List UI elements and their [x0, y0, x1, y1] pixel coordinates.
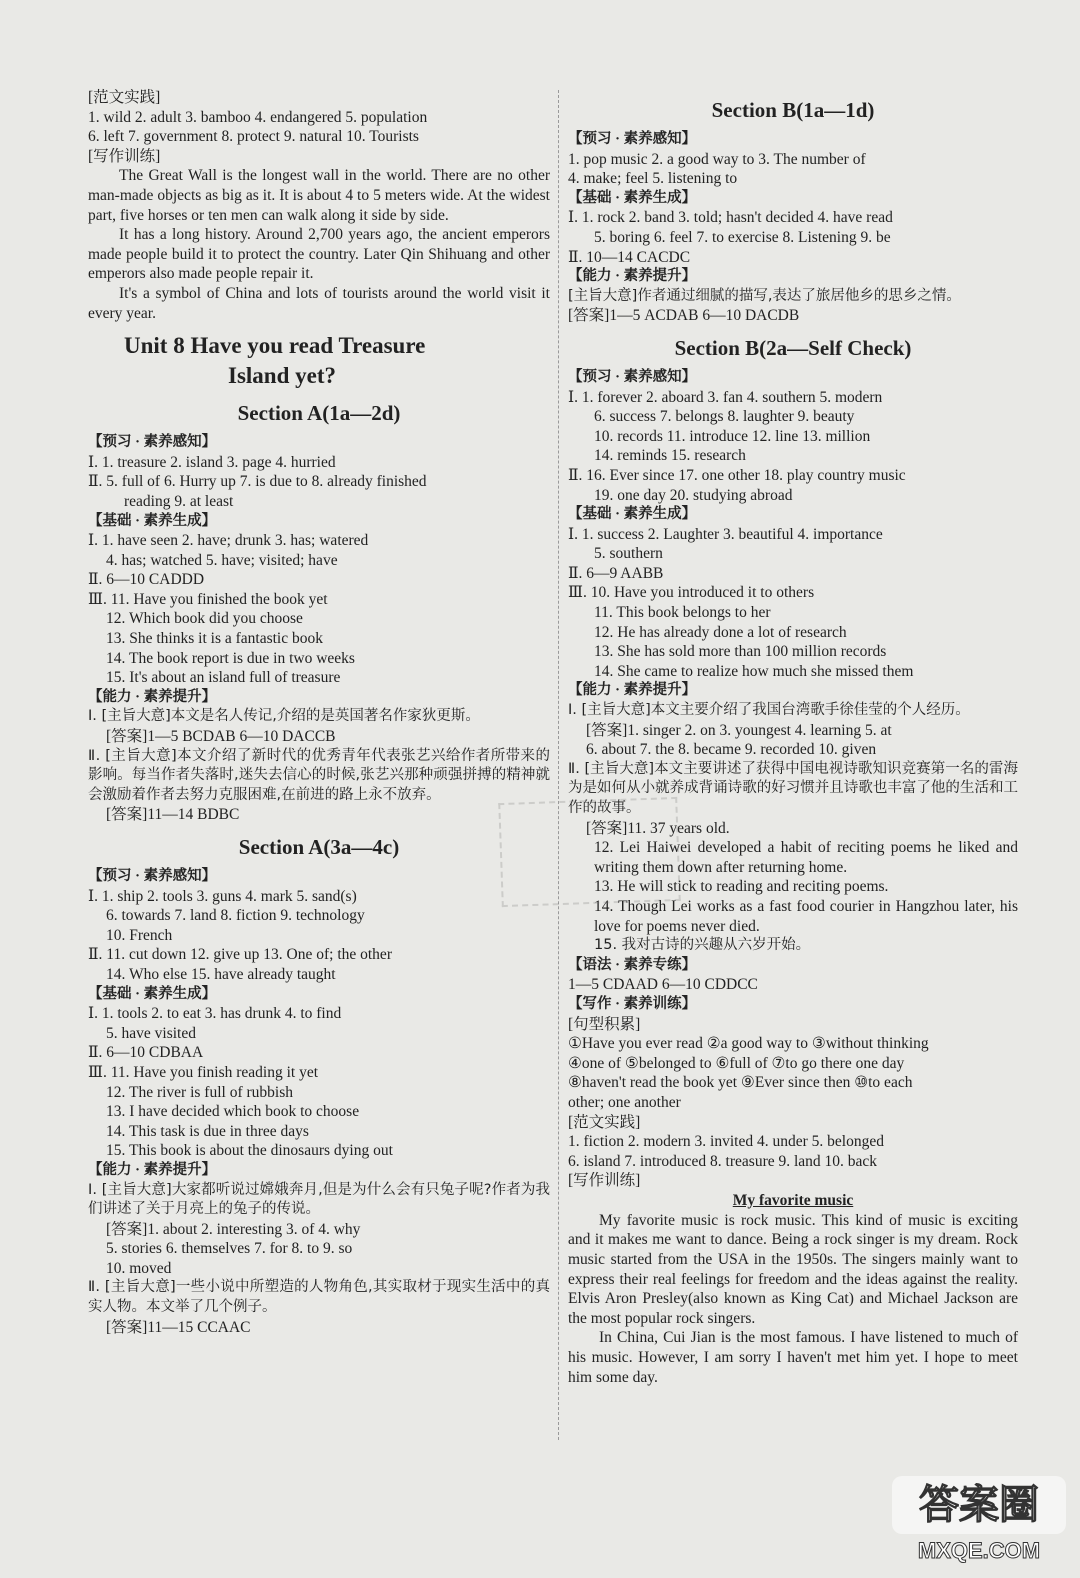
answer-line: [答案]11—14 BDBC [106, 806, 240, 824]
block-tag: 【写作 · 素养训练】 [568, 995, 697, 1012]
answer-line: [答案]1—5 ACDAB 6—10 DACDB [568, 307, 800, 325]
block-tag: 【基础 · 素养生成】 [88, 985, 217, 1002]
watermark-line1: 答案圈 [919, 1483, 1039, 1527]
answer-line: Ⅱ. 16. Ever since 17. one other 18. play country music [568, 466, 906, 484]
answer-line: 5. have visited [106, 1024, 196, 1042]
answer-line: 1. fiction 2. modern 3. invited 4. under 5. belonged [568, 1133, 884, 1151]
writing-practice-tag: [范文实践] [88, 89, 161, 106]
answer-line: Ⅱ. 6—9 AABB [568, 564, 664, 582]
answer-line: Ⅱ. 6—10 CADDD [88, 571, 205, 589]
answer-line: 15. It's about an island full of treasure [106, 669, 341, 687]
answer-line: Ⅰ. 1. ship 2. tools 3. guns 4. mark 5. sand(s) [88, 887, 357, 905]
answer-line: 5. boring 6. feel 7. to exercise 8. Listening 9. be [594, 228, 891, 246]
answer-line: 13. I have decided which book to choose [106, 1103, 360, 1121]
answer-line: ④one of ⑤belonged to ⑥full of ⑦to go there one day [568, 1054, 905, 1072]
answer-line: 4. has; watched 5. have; visited; have [106, 551, 338, 569]
section-heading: Section B(2a—Self Check) [674, 335, 912, 360]
writing-practice-tag: [范文实践] [568, 1113, 641, 1131]
answer-line: [答案]1. about 2. interesting 3. of 4. why [106, 1220, 361, 1238]
unit-title-line2: Island yet? [228, 363, 336, 389]
section-heading: Section B(1a—1d) [711, 98, 875, 122]
answer-line: 14. She came to realize how much she missed them [594, 662, 914, 680]
answer-line: 6. left 7. government 8. protect 9. natural 10. Tourists [88, 128, 419, 146]
answer-line: 1. wild 2. adult 3. bamboo 4. endangered 5. population [88, 108, 428, 126]
answer-line: ①Have you ever read ②a good way to ③without thinking [568, 1035, 929, 1053]
essay-paragraph: It's a symbol of China and lots of tourists around the world visit it every year. [88, 284, 550, 322]
answer-line: Ⅰ. 1. success 2. Laughter 3. beautiful 4. importance [568, 525, 883, 543]
answer-line: Ⅰ. 1. tools 2. to eat 3. has drunk 4. to find [88, 1005, 342, 1023]
answer-line: Ⅱ. 5. full of 6. Hurry up 7. is due to 8. already finished [88, 473, 427, 491]
answer-line: 19. one day 20. studying abroad [594, 486, 793, 504]
essay-title: My favorite music [732, 1191, 854, 1209]
answer-line: 4. make; feel 5. listening to [568, 170, 738, 188]
answer-line: 13. She thinks it is a fantastic book [106, 630, 323, 648]
answer-line: 10. moved [106, 1259, 172, 1277]
answer-line: Ⅰ. 1. rock 2. band 3. told; hasn't decided 4. have read [568, 209, 893, 227]
answer-line: 14. Though Lei works as a fast food courier in Hangzhou later, his love for poems never died. [594, 897, 1018, 935]
answer-line: 13. He will stick to reading and reciting poems. [594, 878, 889, 896]
answer-line: 15. 我对古诗的兴趣从六岁开始。 [594, 937, 811, 954]
essay-paragraph: The Great Wall is the longest wall in the world. There are no other man-made objects as big as it. It is about 4 to 5 meters wide. At the widest part, five horses or ten men can walk along it side by side. [88, 167, 550, 224]
answer-line: 15. This book is about the dinosaurs dying out [106, 1142, 393, 1160]
block-tag: 【基础 · 素养生成】 [568, 506, 697, 523]
answer-line: 12. The river is full of rubbish [106, 1083, 293, 1101]
essay-paragraph: In China, Cui Jian is the most famous. I have listened to much of his music. However, I am sorry I haven't met him yet. I hope to meet him some day. [568, 1329, 1018, 1386]
block-tag: 【能力 · 素养提升】 [88, 1161, 217, 1178]
unit-title-line1: Unit 8 Have you read Treasure [124, 333, 426, 359]
summary-text: [主旨大意]作者通过细腻的描写,表达了旅居他乡的思乡之情。 [568, 287, 961, 304]
section-heading: Section A(3a—4c) [238, 835, 400, 859]
essay-paragraph: It has a long history. Around 2,700 years ago, the ancient emperors made people build it to protect the country. Later Qin Shihuang and other emperors also made people repair it. [88, 226, 550, 283]
answer-line: 10. French [106, 926, 173, 944]
answer-line: 13. She has sold more than 100 million records [594, 643, 887, 661]
answer-line: Ⅰ. 1. treasure 2. island 3. page 4. hurried [88, 453, 336, 471]
answer-line: Ⅱ. 6—10 CDBAA [88, 1044, 204, 1062]
summary-text: Ⅱ. [主旨大意]本文主要讲述了获得中国电视诗歌知识竞赛第一名的雷海为是如何从小就养成背诵诗歌的好习惯并且诗歌也丰富了他的生活和工作的故事。 [568, 760, 1018, 816]
faded-stamp [498, 797, 681, 907]
answer-line: 10. records 11. introduce 12. line 13. million [594, 427, 871, 445]
summary-text: Ⅰ. [主旨大意]本文主要介绍了我国台湾歌手徐佳莹的个人经历。 [568, 702, 970, 719]
answer-line: 6. success 7. belongs 8. laughter 9. beauty [594, 408, 855, 426]
block-tag: 【能力 · 素养提升】 [568, 268, 697, 285]
answer-line: Ⅰ. 1. have seen 2. have; drunk 3. has; watered [88, 532, 369, 550]
answer-line: 1. pop music 2. a good way to 3. The number of [568, 150, 866, 168]
answer-line: Ⅱ. 11. cut down 12. give up 13. One of; the other [88, 946, 392, 964]
answer-line: 14. reminds 15. research [594, 447, 746, 465]
answer-line: 14. The book report is due in two weeks [106, 649, 355, 667]
answer-line: [答案]1—5 BCDAB 6—10 DACCB [106, 728, 336, 746]
column-divider [558, 90, 560, 1440]
summary-text: Ⅱ. [主旨大意]本文介绍了新时代的优秀青年代表张艺兴给作者所带来的影响。每当作者失落时,迷失去信心的时候,张艺兴那种顽强拼搏的精神就会激励着作者去努力克服困难,在前进的路上永不放弃。 [88, 747, 550, 803]
answer-line: 12. Lei Haiwei developed a habit of reciting poems he liked and writing them down after returning home. [594, 839, 1018, 876]
sentence-pattern-tag: [句型积累] [568, 1015, 641, 1033]
answer-line: 5. stories 6. themselves 7. for 8. to 9. so [106, 1240, 353, 1258]
writing-training-tag: [写作训练] [88, 147, 161, 165]
block-tag: 【基础 · 素养生成】 [568, 189, 697, 206]
left-column [88, 88, 550, 1337]
answer-line: 14. This task is due in three days [106, 1122, 309, 1140]
answer-line: Ⅲ. 11. Have you finish reading it yet [88, 1063, 319, 1081]
answer-line: 14. Who else 15. have already taught [106, 965, 336, 983]
answer-line: [答案]11—15 CCAAC [106, 1318, 251, 1336]
summary-text: Ⅰ. [主旨大意]大家都听说过嫦娥奔月,但是为什么会有只兔子呢?作者为我们讲述了关于月亮上的兔子的传说。 [88, 1181, 550, 1218]
summary-text: Ⅰ. [主旨大意]本文是名人传记,介绍的是英国著名作家狄更斯。 [88, 708, 480, 725]
answer-line: [答案]1. singer 2. on 3. youngest 4. learning 5. at [586, 721, 892, 739]
block-tag: 【语法 · 素养专练】 [568, 956, 697, 973]
watermark-logo-icon [890, 1472, 1068, 1568]
block-tag: 【预习 · 素养感知】 [88, 434, 217, 451]
answer-line: 6. island 7. introduced 8. treasure 9. land 10. back [568, 1152, 878, 1170]
answer-line: [答案]11. 37 years old. [586, 819, 730, 837]
writing-training-tag: [写作训练] [568, 1172, 641, 1190]
answer-line: Ⅲ. 11. Have you finished the book yet [88, 590, 328, 608]
section-heading: Section A(1a—2d) [237, 401, 401, 426]
answer-line: ⑧haven't read the book yet ⑨Ever since then ⑩to each [568, 1074, 913, 1092]
answer-line: 12. Which book did you choose [106, 610, 303, 628]
block-tag: 【预习 · 素养感知】 [568, 368, 697, 385]
answer-line: 12. He has already done a lot of research [594, 623, 847, 641]
answer-line: 5. southern [594, 545, 663, 563]
right-column [568, 88, 1018, 1387]
unit-title [124, 331, 550, 391]
answer-line: reading 9. at least [124, 492, 234, 510]
block-tag: 【能力 · 素养提升】 [568, 682, 697, 699]
answer-line: Ⅱ. 10—14 CACDC [568, 248, 691, 266]
answer-line: 6. towards 7. land 8. fiction 9. technology [106, 907, 365, 925]
summary-text: Ⅱ. [主旨大意]一些小说中所塑造的人物角色,其实取材于现实生活中的真实人物。本文举了几个例子。 [88, 1279, 550, 1316]
block-tag: 【预习 · 素养感知】 [88, 868, 217, 884]
answer-line: 1—5 CDAAD 6—10 CDDCC [568, 976, 758, 994]
watermark-line2: MXQE.COM [917, 1538, 1041, 1563]
essay-paragraph: My favorite music is rock music. This kind of music is exciting and it makes me want to dance. Being a rock singer is my dream. Rock music started from the USA in the 1950s. The singers mainly want to express their real feelings for freedom and the ideas against the reality. Elvis Aron Presley(also known as King Cat) and Michael Jackson are the most popular rock singers. [568, 1211, 1018, 1327]
answer-line: 6. about 7. the 8. became 9. recorded 10. given [586, 741, 877, 759]
answer-line: 11. This book belongs to her [594, 604, 771, 622]
block-tag: 【基础 · 素养生成】 [88, 512, 217, 529]
answer-line: other; one another [568, 1093, 681, 1111]
block-tag: 【能力 · 素养提升】 [88, 688, 217, 705]
answer-line: Ⅲ. 10. Have you introduced it to others [568, 584, 815, 602]
answer-line: Ⅰ. 1. forever 2. aboard 3. fan 4. southern 5. modern [568, 388, 883, 406]
block-tag: 【预习 · 素养感知】 [568, 131, 697, 147]
site-watermark [890, 1472, 1068, 1568]
